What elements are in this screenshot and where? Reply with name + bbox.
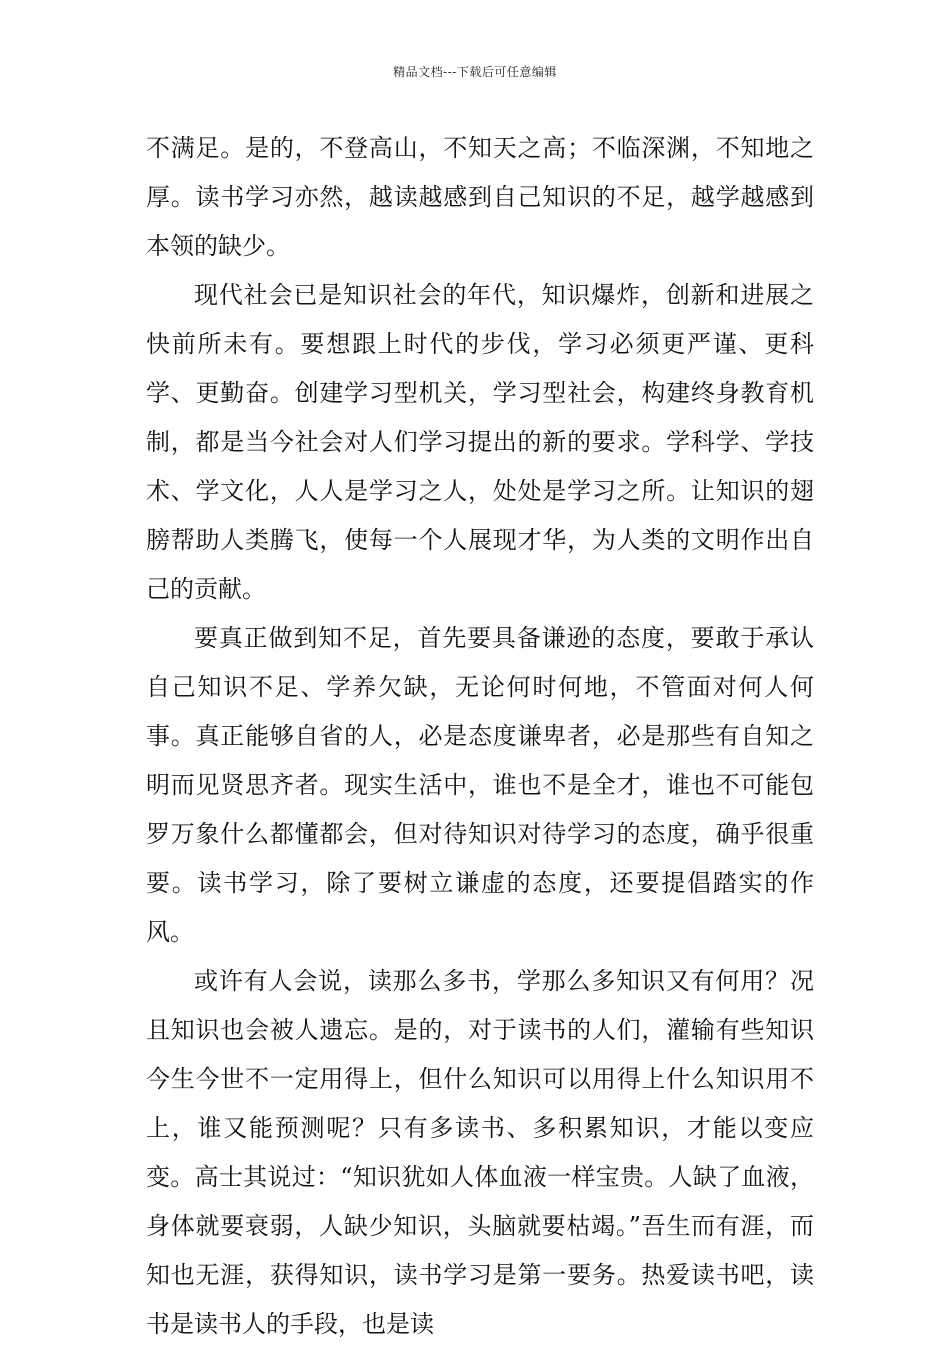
page-header: 精品文档---下载后可任意编辑 xyxy=(393,65,557,79)
paragraph-1: 不满足。是的，不登高山，不知天之高；不临深渊，不知地之厚。读书学习亦然，越读越感到自己知识的不足，越学越感到本领的缺少。 xyxy=(146,134,814,260)
paragraph-4: 或许有人会说，读那么多书，学那么多知识又有何用？况且知识也会被人遗忘。是的，对于读书的人们，灌输有些知识今生今世不一定用得上，但什么知识可以用得上什么知识用不上，谁又能预测呢？只有多读书、多积累知识，才能以变应变。高士其说过：“知识犹如人体血液一样宝贵。人缺了血液，身体就要衰弱，人缺少知识，头脑就要枯竭。”吾生而有涯，而知也无涯，获得知识，读书学习是第一要务。热爱读书吧，读书是读书人的手段，也是读 xyxy=(146,967,814,1338)
paragraph-2: 现代社会已是知识社会的年代，知识爆炸，创新和进展之快前所未有。要想跟上时代的步伐，学习必须更严谨、更科学、更勤奋。创建学习型机关，学习型社会，构建终身教育机制，都是当今社会对人们学习提出的新的要求。学科学、学技术、学文化，人人是学习之人，处处是学习之所。让知识的翅膀帮助人类腾飞，使每一个人展现才华，为人类的文明作出自己的贡献。 xyxy=(146,281,814,603)
paragraph-3: 要真正做到知不足，首先要具备谦逊的态度，要敢于承认自己知识不足、学养欠缺，无论何时何地，不管面对何人何事。真正能够自省的人，必是态度谦卑者，必是那些有自知之明而见贤思齐者。现实生活中，谁也不是全才，谁也不可能包罗万象什么都懂都会，但对待知识对待学习的态度，确乎很重要。读书学习，除了要树立谦虚的态度，还要提倡踏实的作风。 xyxy=(146,624,814,946)
document-body xyxy=(146,124,814,1349)
